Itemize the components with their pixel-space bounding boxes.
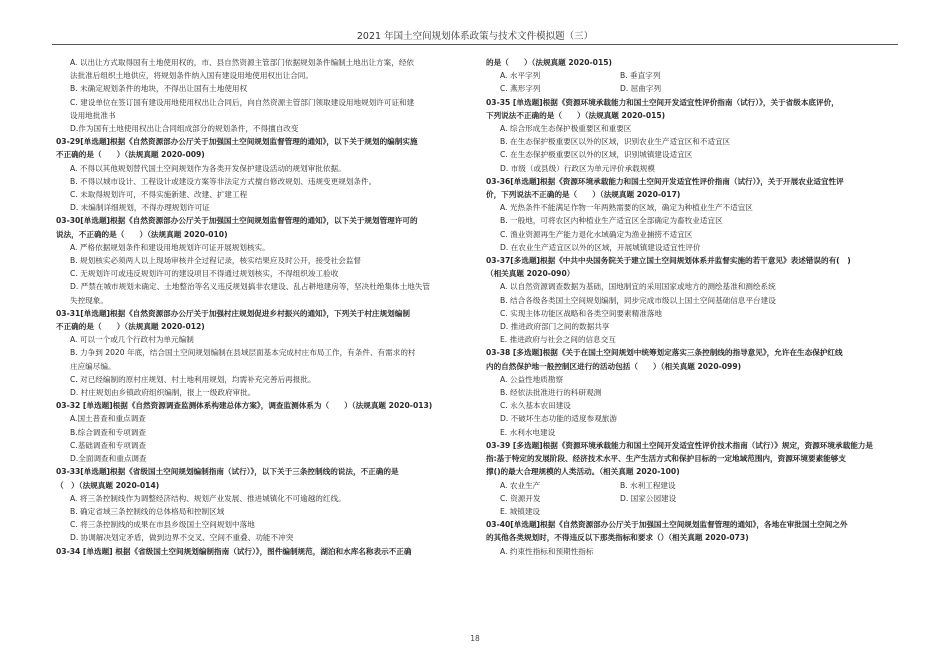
question-text-line: 03-31[单选题]根据《自然资源部办公厅关于加强村庄规划促进乡村振兴的通知》，下列关于村庄规划编制 [56,308,410,318]
option-text-line [486,82,901,95]
option-text-line: B. 不得以城市设计、工程设计或建设方案等非法定方式擅自修改规划、违规变更规划条件。 [70,176,377,186]
option-text-line: B. 经依法批准进行的科研观测 [500,388,602,398]
option-text-line: B. 在生态保护极重要区以外的区域，识别农业生产适宜区和不适宜区 [500,137,731,147]
option-text-line: C. 无规划许可或违反规划许可的建设项目不得通过规划核实，不得组织竣工验收 [70,269,339,279]
question-text-line: 03-37[多选题]根据《中共中央国务院关于建立国土空间规划体系并监督实施的若干意见》表述错误的有( ) [486,256,851,266]
left-column [56,56,456,558]
option-text-line [486,479,901,492]
page-number: 18 [470,634,480,643]
option-left: A. 水平字列 [500,71,541,81]
right-column [486,56,901,558]
option-right: D. 国家公园建设 [620,493,677,503]
option-text-line: C. 建设单位在签订国有建设用地使用权出让合同后，向自然资源主管部门领取建设用地规划许可证和建 [70,97,415,107]
question-text-line: 03-30[单选题]根据《自然资源部办公厅关于加强国土空间规划监督管理的通知》，以下关于规划管理许可的 [56,216,418,226]
option-text-line: 法批准后组织土地供应，将规划条件纳入国有建设用地使用权出让合同。 [70,71,313,81]
question-text-line: 指:基于特定的发展阶段、经济技术水平、生产生活方式和保护目标的一定地域范围内，资源环境要素能够支 [486,454,846,464]
option-text-line: A. 严格依据规划条件和建设用地规划许可证开展规划核实。 [70,242,270,252]
option-text-line: C. 对已经编制的原村庄规划、村土地利用规划，均需补充完善后再报批。 [70,374,316,384]
option-text-line: 失控现象。 [70,295,108,305]
option-text-line: D. 村庄规划由乡镇政府组织编制，报上一级政府审批。 [70,388,256,398]
option-text-line: A. 光热条件不能满足作物一年两熟需要的区域，确定为种植业生产不适宜区 [500,203,753,213]
option-text-line: C. 永久基本农田建设 [500,401,571,411]
question-text-line: 下列说法不正确的是（ ）（法规真题 2020-015) [486,110,666,120]
option-text-line: B. 未确定规划条件的地块，不得出让国有土地使用权 [70,84,248,94]
option-text-line: A.国土普查和重点调查 [70,414,146,424]
option-text-line: A. 约束性指标和预期性指标 [500,546,594,556]
option-text-line: A. 可以一个或几个行政村为单元编制 [70,335,194,345]
option-left: C. 燕形字列 [500,84,541,94]
question-text-line: 内的自然保护地一般控制区进行的活动包括（ ）（相关真题 2020-099) [486,361,742,371]
option-right: B. 水利工程建设 [620,480,676,490]
option-text-line: C. 渔业资源再生产能力退化水域确定为渔业捕捞不适宜区 [500,229,693,239]
option-text-line: A. 不得以其他规划替代国土空间规划作为各类开发保护建设活动的规划审批依据。 [70,163,346,173]
option-text-line: D. 在农业生产适宜区以外的区域，开展城镇建设适宜性评价 [500,242,701,252]
option-text-line [486,492,901,505]
option-text-line: A. 将三条控制线作为调整经济结构、规划产业发展、推进城镇化不可逾越的红线。 [70,493,346,503]
question-text-line: 03-36[单选题]根据《资源环境承载能力和国土空间开发适宜性评价指南（试行）》，关于开展农业适宜性评 [486,176,844,186]
question-text-line: 说法，不正确的是（ ）（法规真题 2020-010) [56,229,228,239]
question-text-line: 不正确的是（ ）（法规真题 2020-012) [56,322,205,332]
option-text-line: D. 未编制详细规划，不得办理规划许可证 [70,203,210,213]
question-text-line: 03-39 [多选题]根据《资源环境承载能力和国土空间开发适宜性评价技术指南（试行）》规定，资源环境承载能力是 [486,440,873,450]
option-left: C. 资源开发 [500,493,541,503]
option-text-line: B. 确定省域三条控制线的总体格局和控制区域 [70,506,225,516]
option-text-line: C. 将三条控制线的成果在市县乡级国土空间规划中落地 [70,520,255,530]
option-right: D. 屈曲字列 [620,84,662,94]
question-text-line: 03-32 [单选题]根据《自然资源调查监测体系构建总体方案》，调查监测体系为（ ）（法规真题 2020-013) [56,401,433,411]
option-text-line: A. 以出让方式取得国有土地使用权的，市、县自然资源主管部门依据规划条件编制土地出让方案，经依 [70,58,415,67]
question-text-line: 的是（ ）（法规真题 2020-015) [486,58,612,67]
page-header-title: 2021 年国土空间规划体系政策与技术文件模拟题（三） [356,31,594,42]
option-text-line: D. 推进政府部门之间的数据共享 [500,322,610,332]
question-text-line: 价，下列说法不正确的是（ ）（法规真题 2020-017) [486,190,681,200]
question-text-line: 03-38 [多选题]根据《关于在国土空间规划中统筹划定落实三条控制线的指导意见》，允许在生态保护红线 [486,348,843,358]
option-text-line: E. 水利水电建设 [500,427,556,437]
question-text-line: 03-29[单选题]根据《自然资源部办公厅关于加强国土空间规划监督管理的通知》，以下关于规划的编制实施 [56,137,418,147]
question-text-line: 03-40[单选题]根据《自然资源部办公厅关于加强国土空间规划监督管理的通知》，各地在审批国土空间之外 [486,520,848,530]
question-text-line: 03-33[单选题]根据《省级国土空间规划编制指南（试行）》，以下关于三条控制线的说法，不正确的是 [56,467,399,477]
question-text-line: （ ）（法规真题 2020-014) [56,480,160,490]
question-text-line: 的其他各类规划时，不得违反以下那类指标和要求（）（相关真题 2020-073) [486,533,749,543]
option-text-line: D. 市级（或县级）行政区为单元评价承载规模 [500,163,655,173]
question-text-line: 03-34 [单选题] 根据《省级国土空间规划编制指南（试行）》，图件编制规范，湖泊和水库名称表示不正确 [56,546,412,556]
option-text-line: 设用地批准书 [70,110,116,120]
question-text-line: 不正确的是（ ）（法规真题 2020-009) [56,150,205,160]
option-text-line: D.全面调查和重点调查 [70,454,147,464]
option-text-line: A. 综合形成生态保护极重要区和重要区 [500,124,632,134]
question-text-line: （相关真题 2020-090） [486,269,575,279]
option-text-line: A. 公益性地质勘察 [500,374,564,384]
question-text-line: 03-35 [单选题]根据《资源环境承载能力和国土空间开发适宜性评价指南（试行）》，关于省级本底评价， [486,97,839,107]
option-left: A. 农业生产 [500,480,541,490]
option-text-line: A. 以自然资源调查数据为基础，国地制宜的采用国家或地方的测绘基准和测绘系统 [500,282,776,292]
option-text-line: 庄应编尽编。 [70,361,116,371]
option-text-line: E. 推进政府与社会之间的信息交互 [500,335,616,345]
option-text-line [486,69,901,82]
option-text-line: D. 严禁在城市规划未确定、土地整治等名义违反规划搞非农建设、乱占耕地建房等，坚决杜绝集体土地失管 [70,282,430,292]
option-text-line: B. 一般地，可将农区内种植业生产适宜区全部确定为畜牧业适宜区 [500,216,723,226]
option-text-line: D.作为国有土地使用权出让合同组成部分的规划条件，不得擅自改变 [70,124,299,134]
question-text-line: 撑()的最大合理规模的人类活动。（相关真题 2020-100) [486,467,680,477]
option-text-line: C. 在生态保护极重要区以外的区域，识别城镇建设适宜区 [500,150,693,160]
option-text-line: B.综合调查和专项调查 [70,427,146,437]
option-text-line: C. 未取得规划许可，不得实施新建、改建、扩建工程 [70,190,248,200]
option-right: B. 垂直字列 [620,71,661,81]
option-text-line: D. 协调解决划定矛盾，做到边界不交叉、空间不重叠、功能不冲突 [70,533,294,543]
option-text-line: D. 不破坏生态功能的适度参观旅游 [500,414,617,424]
option-text-line: B. 规划核实必须两人以上现场审核并全过程记录，核实结果应及时公开，接受社会监督 [70,256,362,266]
option-text-line: C.基础调查和专项调查 [70,440,147,450]
option-text-line: E. 城镇建设 [500,506,541,516]
header-divider [52,44,898,45]
option-text-line: C. 实现主体功能区战略和各类空间要素精准落地 [500,308,663,318]
option-text-line: B. 结合各级各类国土空间规划编制，同步完成市级以上国土空间基础信息平台建设 [500,295,776,305]
option-text-line: B. 力争到 2020 年底，结合国土空间规划编制在县域层面基本完成村庄布局工作，有条件、有需求的村 [70,348,416,358]
